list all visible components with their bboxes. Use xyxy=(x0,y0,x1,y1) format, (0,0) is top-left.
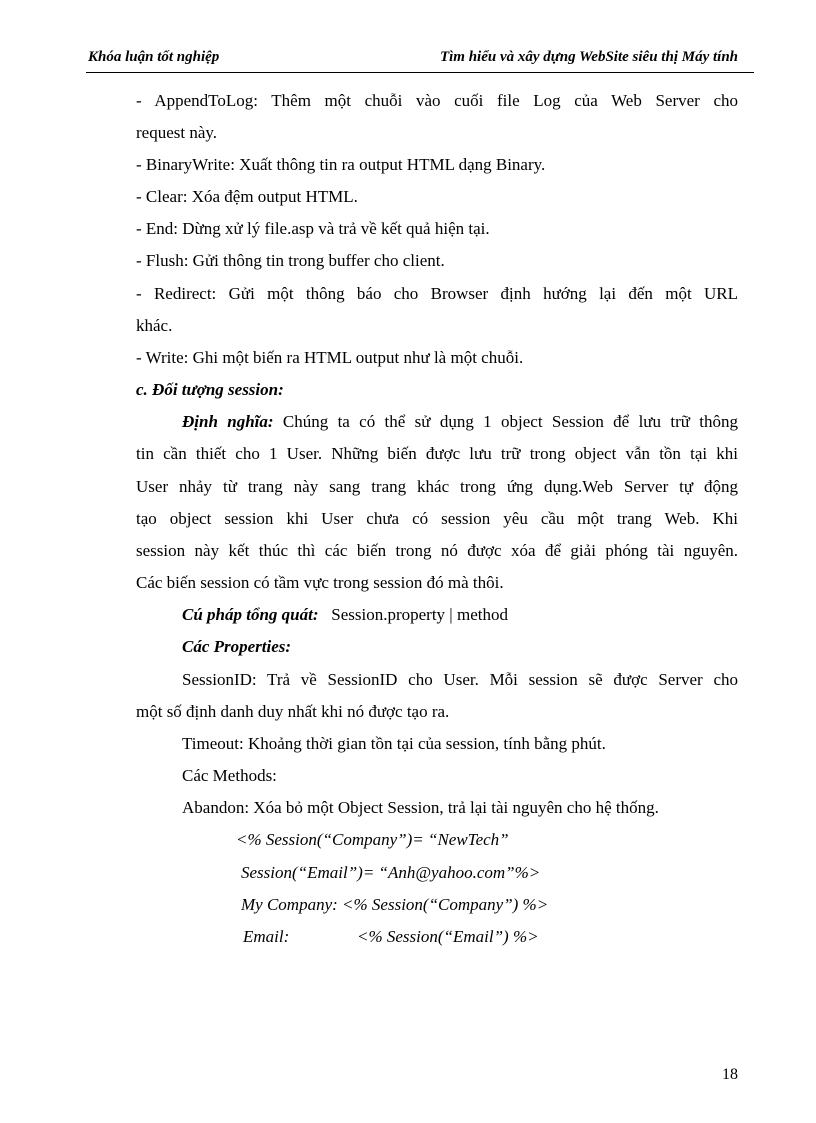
definition-text-1: Chúng ta có thể sử dụng 1 object Session để lưu trữ thông xyxy=(282,412,739,431)
definition-line-4: tạo object session khi User chưa có session yêu cầu một trang Web. Khi xyxy=(136,509,738,528)
properties-heading: Các Properties: xyxy=(182,637,292,656)
syntax-value: Session.property | method xyxy=(331,605,508,624)
header-thesis-label: Khóa luận tốt nghiệp xyxy=(88,49,220,65)
timeout-line: Timeout: Khoảng thời gian tồn tại của session, tính bằng phút. xyxy=(182,734,606,753)
header-thesis-title: Tìm hiểu và xây dựng WebSite siêu thị Máy tính xyxy=(439,49,738,65)
sessionid-line-2: một số định danh duy nhất khi nó được tạo ra. xyxy=(136,702,450,721)
method-clear: - Clear: Xóa đệm output HTML. xyxy=(136,187,358,206)
method-appendtolog: - AppendToLog: Thêm một chuỗi vào cuối file Log của Web Server cho xyxy=(136,91,738,110)
definition-line-2: tin cần thiết cho 1 User. Những biến được lưu trữ trong object vẫn tồn tại khi xyxy=(136,444,738,463)
page-number: 18 xyxy=(722,1066,738,1083)
method-flush: - Flush: Gửi thông tin trong buffer cho client. xyxy=(136,251,445,270)
method-redirect-cont: khác. xyxy=(136,316,173,335)
syntax-label: Cú pháp tổng quát: xyxy=(182,605,319,624)
code-line-4-value: <% Session(“Email”) %> xyxy=(357,927,539,946)
methods-heading: Các Methods: xyxy=(182,766,277,785)
code-line-3: My Company: <% Session(“Company”) %> xyxy=(241,895,549,914)
abandon-line: Abandon: Xóa bỏ một Object Session, trả lại tài nguyên cho hệ thống. xyxy=(182,798,659,817)
method-redirect: - Redirect: Gửi một thông báo cho Browser định hướng lại đến một URL xyxy=(136,284,738,303)
syntax-line xyxy=(136,599,738,631)
method-end: - End: Dừng xử lý file.asp và trả về kết quả hiện tại. xyxy=(136,219,490,238)
definition-label: Định nghĩa: xyxy=(182,412,274,431)
definition-line-6: Các biến session có tầm vực trong session đó mà thôi. xyxy=(136,573,504,592)
method-appendtolog-cont: request này. xyxy=(136,123,218,142)
definition-line-3: User nhảy từ trang này sang trang khác trong ứng dụng.Web Server tự động xyxy=(136,477,738,496)
code-line-2: Session(“Email”)= “Anh@yahoo.com”%> xyxy=(241,863,541,882)
section-heading: c. Đối tượng session: xyxy=(136,380,284,399)
method-write: - Write: Ghi một biến ra HTML output như là một chuỗi. xyxy=(136,348,524,367)
definition-line-5: session này kết thúc thì các biến trong nó được xóa để giải phóng tài nguyên. xyxy=(136,541,738,560)
code-line-1: <% Session(“Company”)= “NewTech” xyxy=(236,830,509,849)
code-line-4-label: Email: xyxy=(243,927,290,946)
definition-line-1 xyxy=(136,406,738,438)
header-divider xyxy=(86,72,754,73)
method-binarywrite: - BinaryWrite: Xuất thông tin ra output HTML dạng Binary. xyxy=(136,155,546,174)
sessionid-line-1: SessionID: Trả về SessionID cho User. Mỗi session sẽ được Server cho xyxy=(182,670,738,689)
